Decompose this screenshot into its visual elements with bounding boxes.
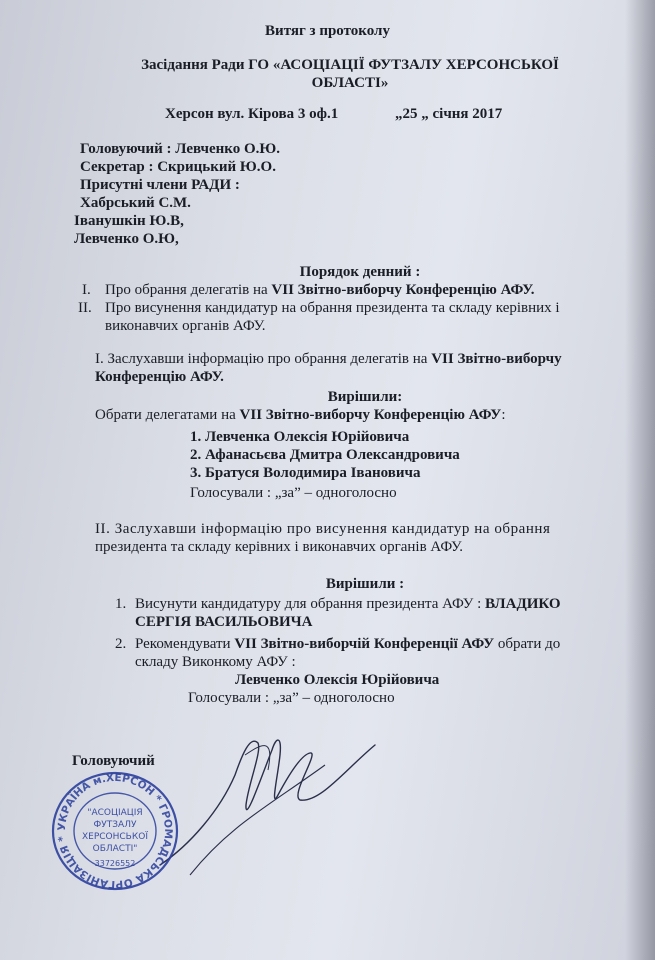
svg-text:УКРАЇНА м.ХЕРСОН * ГРОМАДСЬКА: УКРАЇНА м.ХЕРСОН * ГРОМАДСЬКА ОРГАНІЗАЦІЯ * — [55, 771, 175, 891]
section2-item2-line2: складу Виконкому АФУ : — [135, 654, 296, 670]
section1-line1-text: I. Заслухавши інформацію про обрання делегатів на — [95, 351, 432, 367]
document-title: Витяг з протоколу — [265, 23, 390, 39]
agenda-item-num: II. — [78, 300, 92, 316]
meeting-title-line1: Засідання Ради ГО «АСОЦІАЦІЇ ФУТЗАЛУ ХЕРСОНСЬКОЇ — [141, 57, 559, 73]
section2-item-num: 2. — [115, 636, 127, 652]
page-shadow — [625, 0, 655, 960]
section1-line2: Конференцію АФУ. — [95, 369, 224, 385]
resolution-bold: VII Звітно-виборчу Конференцію АФУ — [239, 407, 502, 423]
section1-line1 — [95, 350, 562, 368]
signer-label: Головуючий — [72, 753, 155, 769]
item2-tail: обрати до — [494, 636, 561, 652]
meeting-date: „25 „ січня 2017 — [395, 106, 503, 122]
member-item: Іванушкін Ю.В, — [74, 213, 184, 229]
svg-text:33726552: 33726552 — [94, 859, 136, 868]
section2-item2 — [135, 635, 560, 653]
section2-item1-line2: СЕРГІЯ ВАСИЛЬОВИЧА — [135, 614, 313, 630]
section2-line2: президента та складу керівних і виконавчих органів АФУ. — [95, 539, 463, 555]
delegate-item: 2. Афанасьєва Дмитра Олександровича — [190, 447, 460, 463]
agenda-item-line2: виконавчих органів АФУ. — [105, 318, 266, 334]
organization-stamp — [48, 768, 183, 893]
section2-line1: II. Заслухавши інформацію про висунення кандидатур на обрання — [95, 521, 551, 537]
agenda-item-num: I. — [82, 282, 91, 298]
agenda-title: Порядок денний : — [299, 264, 421, 280]
section2-item1 — [135, 595, 561, 613]
resolution-text: Обрати делегатами на — [95, 407, 240, 423]
meeting-title-line2: ОБЛАСТІ» — [311, 75, 389, 91]
section2-item-num: 1. — [115, 596, 127, 612]
svg-text:"АСОЦІАЦІЯ: "АСОЦІАЦІЯ — [87, 808, 143, 818]
svg-text:ОБЛАСТІ": ОБЛАСТІ" — [92, 844, 138, 854]
agenda-item-text: Про обрання делегатів на — [105, 282, 272, 298]
member-item: Левченко О.Ю, — [74, 231, 179, 247]
signature-icon — [150, 715, 380, 885]
item1-bold: ВЛАДИКО — [485, 596, 561, 612]
secretary: Секретар : Скрицький Ю.О. — [80, 159, 276, 175]
section1-decided: Вирішили: — [327, 389, 403, 405]
agenda-item-line1: Про висунення кандидатур на обрання президента та складу керівних і — [105, 300, 560, 316]
item2-bold: VII Звітно-виборчій Конференції АФУ — [234, 636, 495, 652]
section1-vote: Голосували : „за” – одноголосно — [190, 485, 397, 501]
meeting-place: Херсон вул. Кірова 3 оф.1 — [165, 106, 339, 122]
section1-line1-bold: VII Звітно-виборчу — [431, 351, 562, 367]
item2-text: Рекомендувати — [135, 636, 235, 652]
delegate-item: 1. Левченка Олексія Юрійовича — [190, 429, 410, 445]
agenda-item — [105, 281, 535, 299]
delegate-item: 3. Братуся Володимира Івановича — [190, 465, 421, 481]
svg-text:ХЕРСОНСЬКОЇ: ХЕРСОНСЬКОЇ — [81, 832, 149, 842]
section2-decided: Вирішили : — [325, 576, 405, 592]
members-label: Присутні члени РАДИ : — [80, 177, 240, 193]
section1-resolution — [95, 406, 506, 424]
agenda-item-bold: VII Звітно-виборчу Конференцію АФУ. — [271, 282, 535, 298]
resolution-colon: : — [501, 407, 506, 423]
item1-text: Висунути кандидатуру для обрання президента АФУ : — [135, 596, 485, 612]
chair: Головуючий : Левченко О.Ю. — [80, 141, 281, 157]
section2-vote: Голосували : „за” – одноголосно — [188, 690, 395, 706]
nominee: Левченко Олексія Юрійовича — [235, 672, 440, 688]
member-item: Хабрський С.М. — [80, 195, 191, 211]
svg-text:ФУТЗАЛУ: ФУТЗАЛУ — [93, 820, 137, 830]
